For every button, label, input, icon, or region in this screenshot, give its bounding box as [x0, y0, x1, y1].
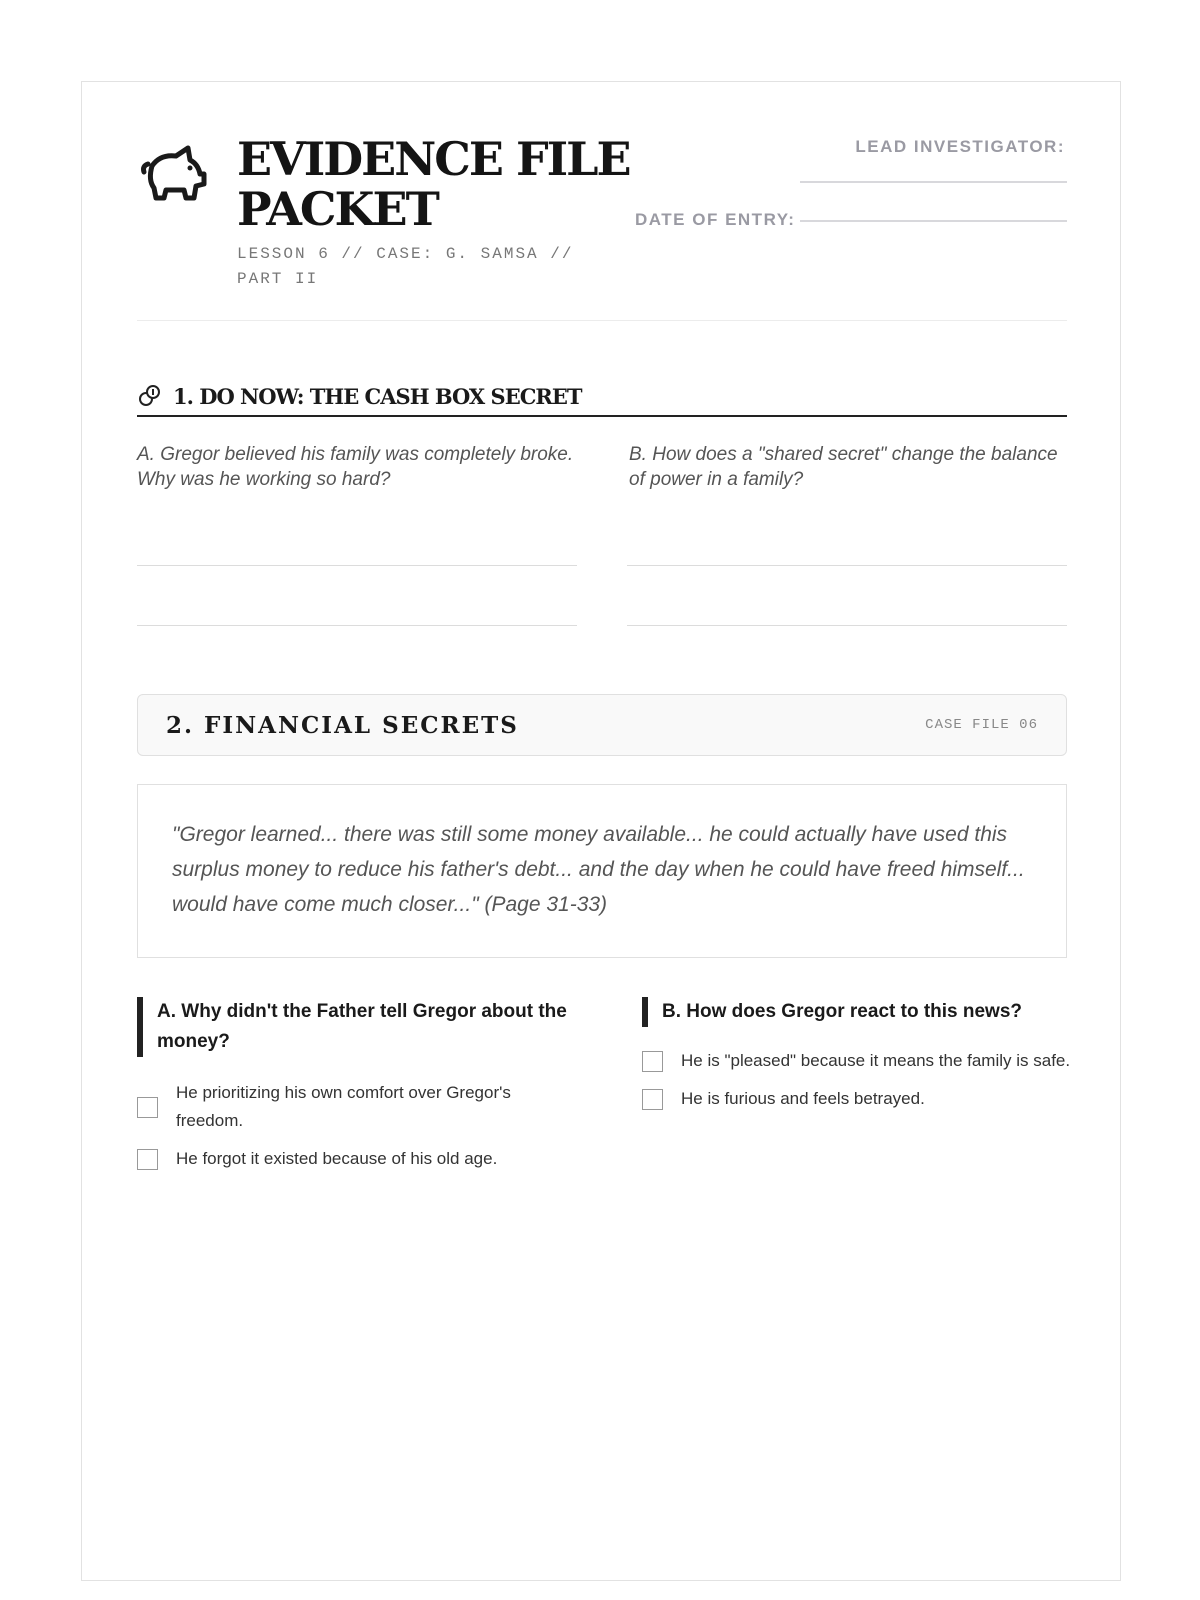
option-label: He prioritizing his own comfort over Gregor's freedom.: [176, 1083, 511, 1130]
answer-b-line-2[interactable]: [627, 625, 1067, 626]
option-label: He is "pleased" because it means the family is safe.: [681, 1051, 1071, 1070]
option-a-2[interactable]: [137, 1145, 567, 1173]
lead-investigator-field[interactable]: [800, 181, 1067, 183]
section-1-title: 1. DO NOW: THE CASH BOX SECRET: [173, 383, 582, 409]
section-2-header: [137, 694, 1067, 756]
question-b: B. How does a "shared secret" change the balance of power in a family?: [629, 444, 1058, 490]
question-b-heading: B. How does Gregor react to this news?: [642, 997, 1082, 1027]
page-subtitle: LESSON 6 // CASE: G. SAMSA // PART II: [237, 245, 574, 288]
option-b-1[interactable]: [642, 1047, 1072, 1075]
checkbox[interactable]: [137, 1097, 158, 1118]
coins-icon: [137, 383, 163, 409]
evidence-quote: "Gregor learned... there was still some money available... he could actually have used this surplus money to reduce his father's debt... and the day when he could have freed himself... would have come much closer..." (Page 31-33): [137, 784, 1067, 958]
date-of-entry-field[interactable]: [800, 220, 1067, 222]
question-a-block: [137, 997, 577, 1173]
case-file-tag: CASE FILE 06: [925, 717, 1038, 733]
checkbox[interactable]: [642, 1089, 663, 1110]
worksheet-page: [81, 81, 1121, 1581]
option-a-1[interactable]: [137, 1079, 567, 1135]
answer-b-line-1[interactable]: [627, 565, 1067, 566]
option-label: He forgot it existed because of his old age.: [176, 1149, 498, 1168]
piggy-bank-icon: [138, 144, 208, 206]
question-b-block: [642, 997, 1082, 1113]
lead-investigator-label: LEAD INVESTIGATOR:: [855, 137, 1065, 156]
date-of-entry-label: DATE OF ENTRY:: [635, 210, 796, 229]
question-a: A. Gregor believed his family was completely broke. Why was he working so hard?: [137, 444, 574, 490]
answer-a-line-1[interactable]: [137, 565, 577, 566]
page-title: EVIDENCE FILE PACKET: [237, 132, 630, 236]
question-a-heading: A. Why didn't the Father tell Gregor about the money?: [137, 997, 577, 1057]
divider: [137, 320, 1067, 321]
option-b-2[interactable]: [642, 1085, 1072, 1113]
section-1-header: [137, 377, 1067, 417]
checkbox[interactable]: [642, 1051, 663, 1072]
answer-a-line-2[interactable]: [137, 625, 577, 626]
checkbox[interactable]: [137, 1149, 158, 1170]
section-2-title: 2. FINANCIAL SECRETS: [166, 711, 519, 739]
option-label: He is furious and feels betrayed.: [681, 1089, 925, 1108]
